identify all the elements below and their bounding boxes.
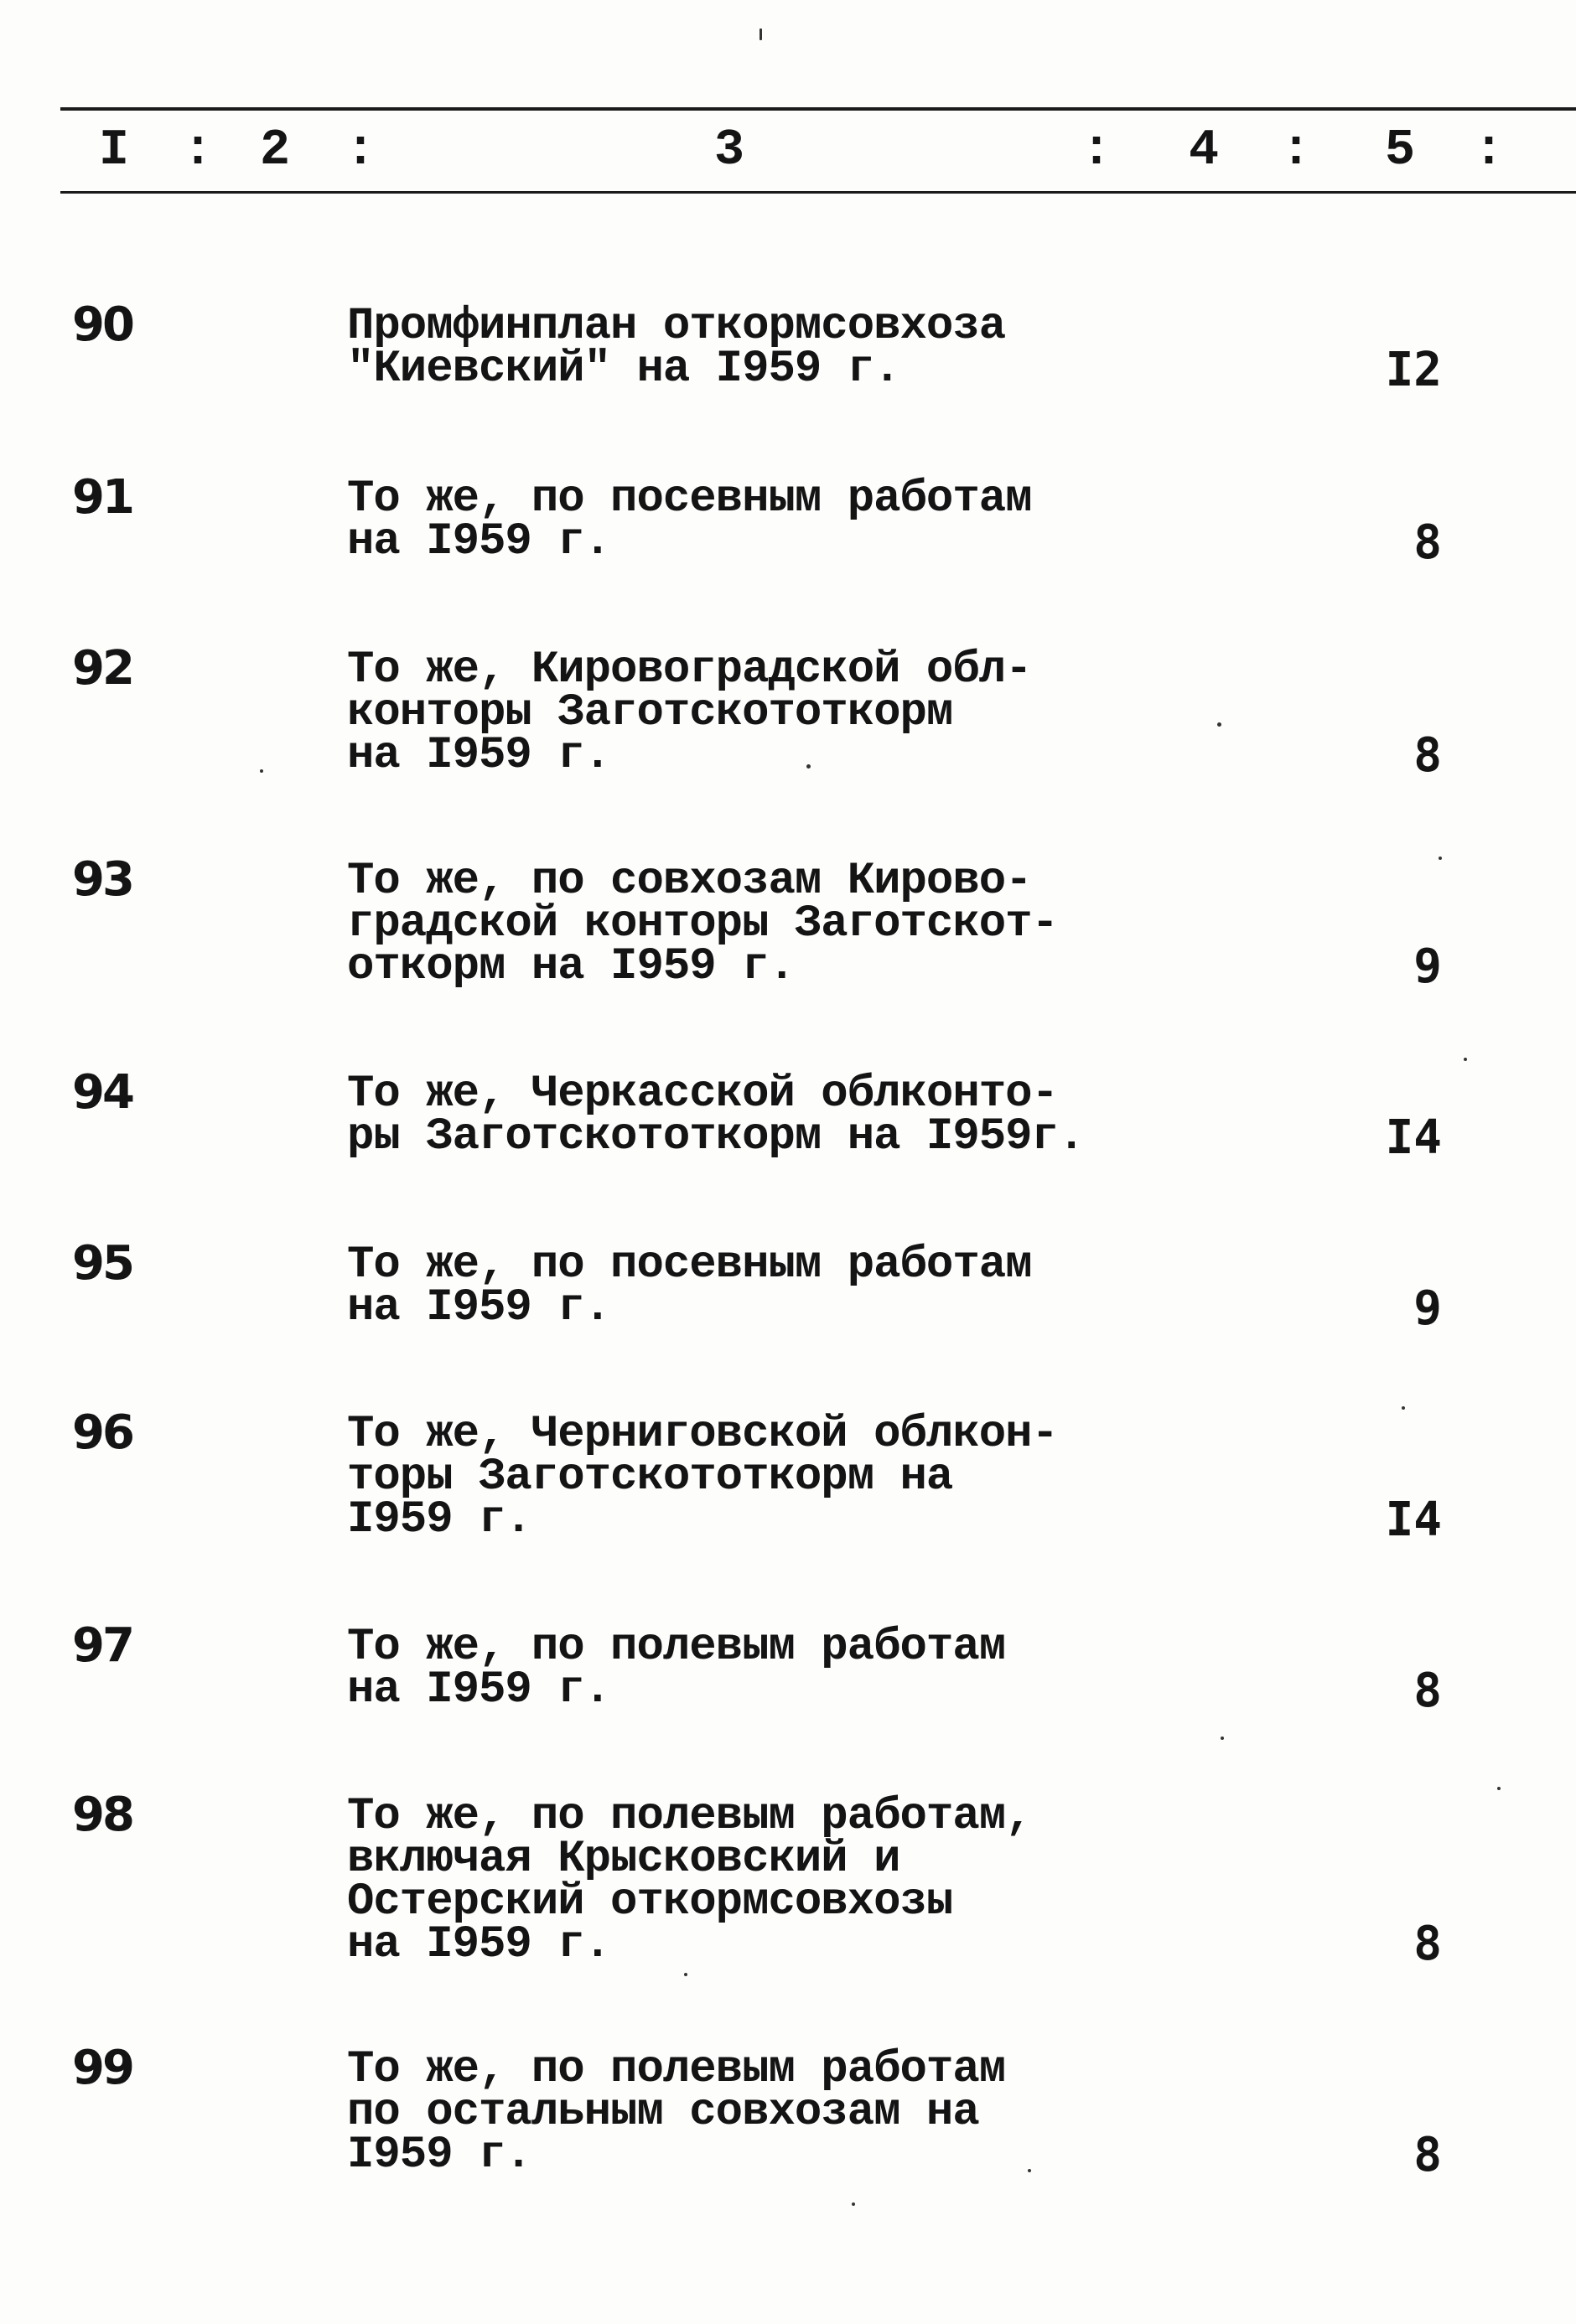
entry-number: 92 — [72, 641, 132, 696]
entry-sheet-count: 8 — [1413, 728, 1442, 783]
entry-title-line: То же, по полевым работам — [347, 1622, 1006, 1673]
header-separator: : — [1081, 122, 1112, 179]
entry-sheet-count: 9 — [1413, 1281, 1442, 1336]
entry-sheet-count: 8 — [1413, 1664, 1442, 1718]
entry-sheet-count: 8 — [1413, 2128, 1442, 2182]
scan-speck — [684, 1973, 687, 1976]
entry-number: 99 — [72, 2041, 132, 2095]
entry-title-line: на I959 г. — [347, 730, 611, 781]
scan-speck — [260, 769, 263, 773]
entry-title-line: на I959 г. — [347, 516, 611, 567]
entry-title-line: То же, Кировоградской обл- — [347, 644, 1032, 696]
entry-title — [347, 644, 1185, 781]
entry-title-line: на I959 г. — [347, 1282, 611, 1333]
entry-sheet-count: I4 — [1385, 1110, 1442, 1165]
entry-title — [347, 1069, 1185, 1162]
header-col-1: I — [99, 122, 130, 179]
entry-title-line: ры Заготскототкорм на I959г. — [347, 1111, 1085, 1162]
entry-sheet-count: I2 — [1385, 343, 1442, 397]
header-separator: : — [183, 122, 214, 179]
entry-title-line: откорм на I959 г. — [347, 941, 795, 992]
header-bottom-rule — [60, 191, 1576, 194]
entry-title-line: То же, по полевым работам, — [347, 1791, 1032, 1842]
entry-title-line: "Киевский" на I959 г. — [347, 344, 900, 395]
entry-title — [347, 2044, 1185, 2181]
entry-title-line: I959 г. — [347, 1494, 531, 1545]
header-col-3: 3 — [714, 122, 745, 179]
header-separator: : — [345, 122, 376, 179]
scan-speck — [852, 2202, 855, 2206]
entry-title-line: торы Заготскототкорм на — [347, 1452, 953, 1503]
entry-number: 90 — [72, 298, 132, 352]
entry-title-line: градской конторы Заготскот- — [347, 898, 1058, 950]
entry-title — [347, 301, 1185, 395]
entry-number: 93 — [72, 852, 132, 907]
scan-speck — [806, 764, 811, 769]
entry-title-line: по остальным совхозам на — [347, 2087, 979, 2138]
header-col-5: 5 — [1385, 122, 1416, 179]
entry-title — [347, 1409, 1185, 1545]
entry-title-line: конторы Заготскототкорм — [347, 687, 953, 738]
entry-number: 95 — [72, 1236, 132, 1291]
entry-title-line: То же, по полевым работам — [347, 2044, 1006, 2095]
entry-title — [347, 1791, 1185, 1970]
entry-number: 96 — [72, 1405, 132, 1460]
entry-number: 98 — [72, 1788, 132, 1842]
scan-speck — [1221, 1737, 1224, 1740]
entry-sheet-count: 8 — [1413, 1917, 1442, 1971]
header-col-4: 4 — [1189, 122, 1220, 179]
entry-title-line: То же, по посевным работам — [347, 474, 1032, 525]
scan-speck — [1464, 1058, 1467, 1061]
entry-sheet-count: 9 — [1413, 939, 1442, 994]
entry-title — [347, 1240, 1185, 1333]
entry-number: 91 — [72, 470, 132, 525]
entry-title-line: То же, Черниговской облкон- — [347, 1409, 1058, 1460]
entry-title-line: Остерский откормсовхозы — [347, 1876, 953, 1928]
header-separator: : — [1474, 122, 1505, 179]
entry-title-line: То же, по посевным работам — [347, 1240, 1032, 1291]
scan-speck — [1217, 722, 1221, 727]
entry-title-line: I959 г. — [347, 2130, 531, 2181]
entry-number: 97 — [72, 1618, 132, 1673]
entry-title — [347, 856, 1185, 992]
entry-title — [347, 474, 1185, 567]
entry-sheet-count: I4 — [1385, 1493, 1442, 1547]
entry-sheet-count: 8 — [1413, 515, 1442, 570]
entry-title — [347, 1622, 1185, 1716]
scan-speck — [759, 28, 762, 40]
entry-title-line: То же, по совхозам Кирово- — [347, 856, 1032, 907]
scan-speck — [1497, 1787, 1501, 1790]
entry-title-line: на I959 г. — [347, 1664, 611, 1716]
header-separator: : — [1281, 122, 1312, 179]
entry-title-line: То же, Черкасской облконто- — [347, 1069, 1058, 1120]
entry-title-line: на I959 г. — [347, 1919, 611, 1970]
header-top-rule — [60, 107, 1576, 111]
entry-title-line: Промфинплан откормсовхоза — [347, 301, 1006, 352]
header-col-2: 2 — [260, 122, 291, 179]
entry-title-line: включая Крысковский и — [347, 1834, 900, 1885]
entry-number: 94 — [72, 1065, 132, 1120]
scan-speck — [1439, 857, 1442, 860]
scan-speck — [1028, 2169, 1031, 2172]
scan-speck — [1402, 1406, 1405, 1410]
